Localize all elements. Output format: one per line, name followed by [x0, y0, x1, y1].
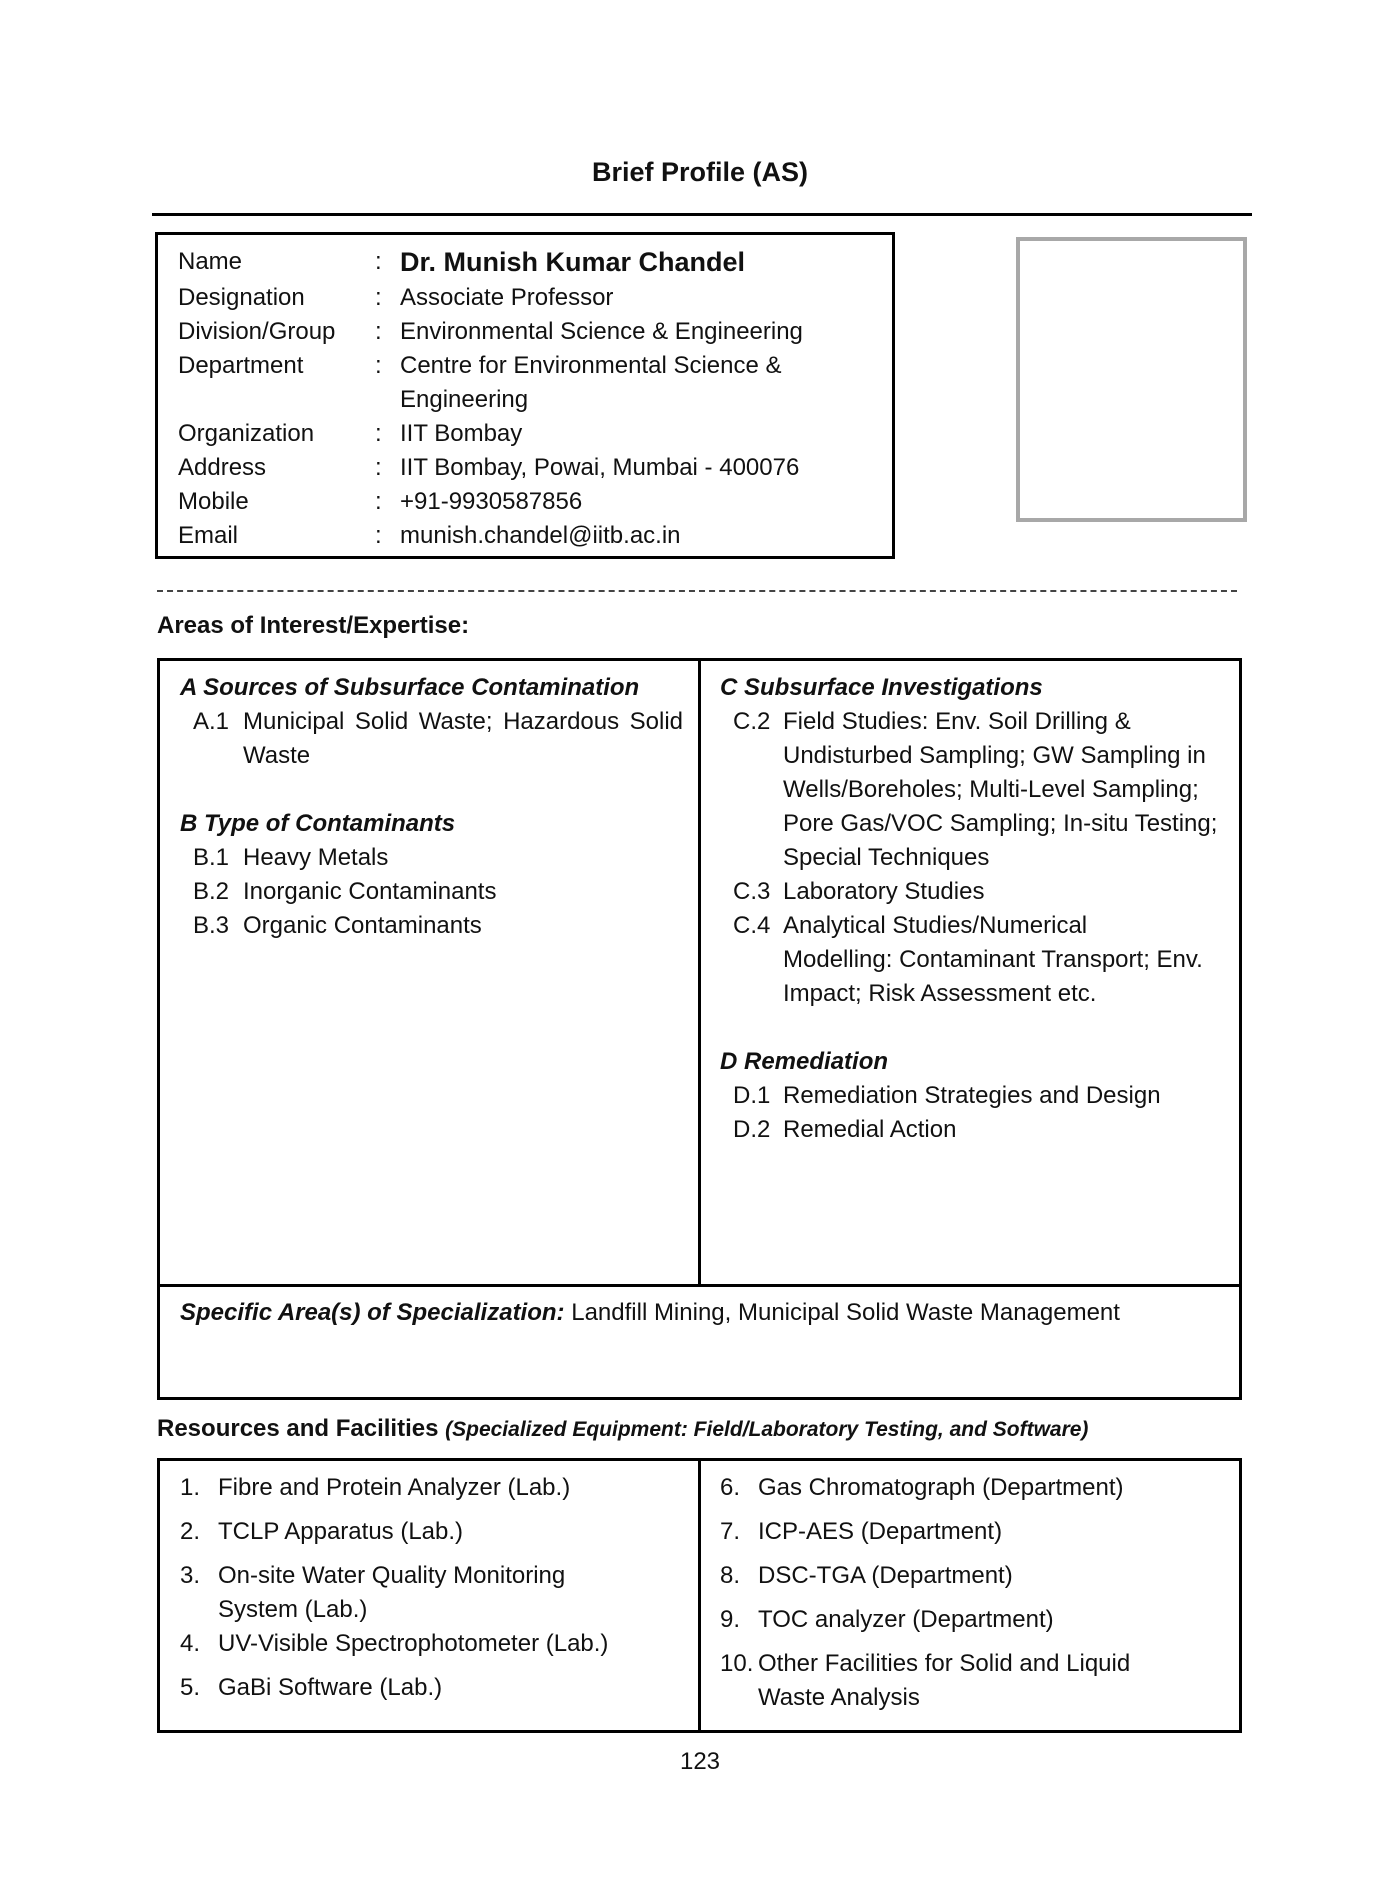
profile-label: Organization	[178, 420, 315, 447]
item-text: Field Studies: Env. Soil Drilling & Undisturbed Sampling; GW Sampling in Wells/Boreholes; Multi-Level Sampling; Pore Gas/VOC Sampling; In-situ Testing; Special Techniques	[783, 708, 1218, 871]
resource-text: DSC-TGA (Department)	[758, 1562, 1013, 1589]
profile-email: munish.chandel@iitb.ac.in	[400, 522, 681, 549]
resource-number: 7.	[720, 1518, 741, 1545]
specialization-divider	[160, 1284, 1239, 1287]
category-d-title: D Remediation	[720, 1048, 889, 1075]
resources-heading-line	[157, 1415, 1088, 1443]
profile-colon: :	[375, 352, 382, 379]
resource-number: 4.	[180, 1630, 201, 1657]
photo-placeholder	[1016, 237, 1247, 522]
item-text: Analytical Studies/Numerical Modelling: Contaminant Transport; Env. Impact; Risk Assessment etc.	[783, 912, 1203, 1007]
resource-number: 3.	[180, 1562, 201, 1589]
profile-label: Division/Group	[178, 318, 336, 345]
resource-number: 1.	[180, 1474, 201, 1501]
item-text: Laboratory Studies	[783, 878, 985, 905]
resource-number: 10.	[720, 1650, 754, 1677]
item-code: B.3	[193, 912, 230, 939]
resource-text: UV-Visible Spectrophotometer (Lab.)	[218, 1630, 609, 1657]
profile-value: Environmental Science & Engineering	[400, 318, 803, 345]
resource-number: 5.	[180, 1674, 201, 1701]
item-code: C.4	[733, 912, 771, 939]
profile-label: Mobile	[178, 488, 249, 515]
profile-colon: :	[375, 522, 382, 549]
item-code: C.3	[733, 878, 771, 905]
profile-colon: :	[375, 318, 382, 345]
resource-text: ICP-AES (Department)	[758, 1518, 1003, 1545]
page-number: 123	[679, 1748, 721, 1775]
category-a-title: A Sources of Subsurface Contamination	[180, 674, 640, 701]
profile-colon: :	[375, 488, 382, 515]
item-code: B.1	[193, 844, 230, 871]
resource-number: 8.	[720, 1562, 741, 1589]
resource-text: Other Facilities for Solid and Liquid Waste Analysis	[758, 1650, 1131, 1711]
profile-value: +91-9930587856	[400, 488, 583, 515]
item-text: Remedial Action	[783, 1116, 957, 1143]
resources-column-divider	[698, 1461, 701, 1730]
resources-subheading: (Specialized Equipment: Field/Laboratory Testing, and Software)	[445, 1418, 1089, 1441]
item-text: Heavy Metals	[243, 844, 389, 871]
profile-box	[155, 232, 895, 559]
specialization-value: Landfill Mining, Municipal Solid Waste Management	[564, 1299, 1120, 1326]
resource-text: GaBi Software (Lab.)	[218, 1674, 443, 1701]
profile-colon: :	[375, 420, 382, 447]
profile-label: Email	[178, 522, 239, 549]
areas-column-divider	[698, 661, 701, 1286]
title-rule	[152, 213, 1252, 216]
profile-value: Associate Professor	[400, 284, 614, 311]
item-text: Organic Contaminants	[243, 912, 482, 939]
profile-label: Name	[178, 248, 243, 275]
resource-number: 9.	[720, 1606, 741, 1633]
resource-text: TOC analyzer (Department)	[758, 1606, 1054, 1633]
item-code: D.1	[733, 1082, 771, 1109]
profile-value: IIT Bombay, Powai, Mumbai - 400076	[400, 454, 800, 481]
profile-name: Dr. Munish Kumar Chandel	[400, 247, 746, 277]
profile-value: Centre for Environmental Science & Engineering	[400, 352, 782, 413]
dashed-separator	[157, 590, 1237, 592]
page-title: Brief Profile (AS)	[591, 157, 809, 187]
specialization-label: Specific Area(s) of Specialization:	[180, 1299, 565, 1326]
category-b-title: B Type of Contaminants	[180, 810, 456, 837]
profile-colon: :	[375, 248, 382, 275]
profile-label: Designation	[178, 284, 305, 311]
resource-text: On-site Water Quality Monitoring System (Lab.)	[218, 1562, 566, 1623]
areas-box	[157, 658, 1242, 1400]
profile-colon: :	[375, 284, 382, 311]
resources-box	[157, 1458, 1242, 1733]
resource-number: 6.	[720, 1474, 741, 1501]
resources-heading: Resources and Facilities	[157, 1415, 439, 1442]
item-code: C.2	[733, 708, 771, 735]
resource-number: 2.	[180, 1518, 201, 1545]
specialization-line	[180, 1296, 1120, 1330]
resource-text: Gas Chromatograph (Department)	[758, 1474, 1124, 1501]
profile-value: IIT Bombay	[400, 420, 523, 447]
resource-text: Fibre and Protein Analyzer (Lab.)	[218, 1474, 571, 1501]
areas-heading: Areas of Interest/Expertise:	[157, 612, 470, 639]
item-code: B.2	[193, 878, 230, 905]
item-text: Municipal Solid Waste; Hazardous Solid Waste	[243, 708, 683, 769]
item-code: D.2	[733, 1116, 771, 1143]
profile-colon: :	[375, 454, 382, 481]
category-c-title: C Subsurface Investigations	[720, 674, 1043, 701]
item-text: Inorganic Contaminants	[243, 878, 497, 905]
profile-label: Department	[178, 352, 304, 379]
profile-label: Address	[178, 454, 267, 481]
resource-text: TCLP Apparatus (Lab.)	[218, 1518, 464, 1545]
item-text: Remediation Strategies and Design	[783, 1082, 1161, 1109]
item-code: A.1	[193, 708, 230, 735]
